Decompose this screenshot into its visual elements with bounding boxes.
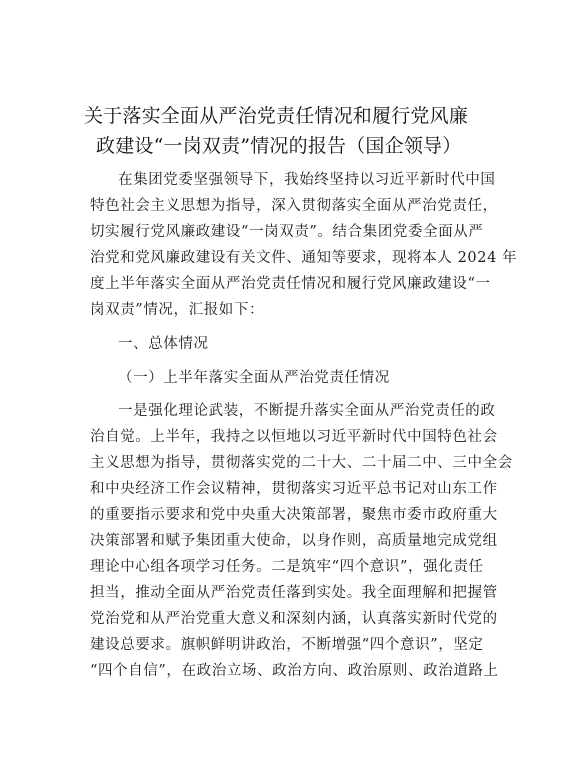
body-line-5: 的重要指示要求和党中央重大决策部署，聚焦市委市政府重大 [90, 507, 498, 523]
body-line-2: 治自觉。上半年，我持之以恒地以习近平新时代中国特色社会 [90, 429, 498, 445]
intro-line-6: 岗双责”情况，汇报如下： [90, 302, 265, 318]
body-line-4: 和中央经济工作会议精神，贯彻落实习近平总书记对山东工作 [90, 481, 498, 497]
report-title-line-1: 关于落实全面从严治党责任情况和履行党风廉 [84, 105, 469, 127]
intro-line-5: 度上半年落实全面从严治党责任情况和履行党风廉政建设“一 [90, 276, 491, 292]
subsection-heading-1: （一）上半年落实全面从严治党责任情况 [118, 370, 390, 386]
body-line-6: 决策部署和赋予集团重大使命，以身作则，高质量地完成党组 [90, 533, 498, 549]
body-line-3: 主义思想为指导，贯彻落实党的二十大、二十届二中、三中全会 [90, 455, 513, 471]
body-line-10: 建设总要求。旗帜鲜明讲政治，不断增强“四个意识”，坚定 [90, 637, 484, 653]
intro-line-2: 特色社会主义思想为指导，深入贯彻落实全面从严治党责任， [90, 198, 498, 214]
section-heading-1: 一、总体情况 [118, 336, 209, 352]
body-line-11: “四个自信”，在政治立场、政治方向、政治原则、政治道路上 [90, 663, 499, 679]
intro-line-1: 在集团党委坚强领导下，我始终坚持以习近平新时代中国 [118, 172, 496, 188]
intro-line-3: 切实履行党风廉政建设“一岗双责”。结合集团党委全面从严 [90, 224, 484, 240]
body-line-9: 党治党和从严治党重大意义和深刻内涵，认真落实新时代党的 [90, 611, 498, 627]
intro-line-4: 治党和党风廉政建设有关文件、通知等要求，现将本人 2024 年 [90, 250, 518, 266]
report-title-line-2: 政建设“一岗双责”情况的报告（国企领导） [96, 135, 462, 157]
body-line-1: 一是强化理论武装，不断提升落实全面从严治党责任的政 [118, 403, 496, 419]
body-line-8: 担当，推动全面从严治党责任落到实处。我全面理解和把握管 [90, 585, 498, 601]
body-line-7: 理论中心组各项学习任务。二是筑牢“四个意识”，强化责任 [90, 559, 484, 575]
